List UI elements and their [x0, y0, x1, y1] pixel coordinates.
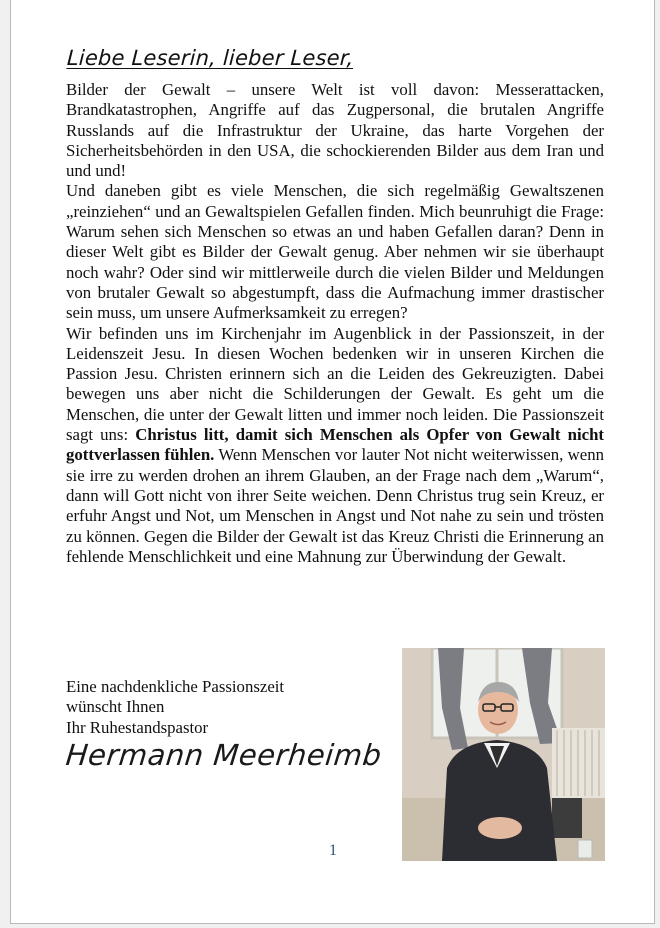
paragraph-3-start: Wir befinden uns im Kirchenjahr im Augenblick in der Passionszeit, in der Leidenszeit Jesu. In diesen Wochen bedenken wir in unseren Kirchen die Passion Jesu. Christen erinnern sich an die Leiden des Gekreuzigten. Dabei bewegen uns aber nicht die Schilderungen der Gewalt. Es geht um die Menschen, die unter der Gewalt litten und immer noch leiden. Die Passionszeit sagt uns: — [66, 323, 604, 445]
closing-line-3: Ihr Ruhestandspastor — [66, 717, 209, 737]
paragraph-3-end: Wenn Menschen vor lauter Not nicht weiterwissen, wenn sie irre zu werden drohen an ihrem Glauben, an der Frage nach dem „Warum“, dann will Gott nicht von ihrer Seite weichen. Denn Christus trug sein Kreuz, er erfuhr Angst und Not, um Menschen in Angst und Not nahe zu sein und trösten zu können. Gegen die Bilder der Gewalt ist das Kreuz Christi die Erinnerung an fehlende Menschlichkeit und eine Mahnung zur Überwindung der Gewalt. — [66, 445, 605, 566]
salutation-heading: Liebe Leserin, lieber Leser, — [66, 46, 355, 70]
handwritten-signature: Hermann Meerheimb — [64, 738, 384, 772]
letter-body — [66, 80, 604, 567]
document-page — [10, 0, 655, 924]
paragraph-2: Und daneben gibt es viele Menschen, die sich regelmäßig Gewaltszenen „reinziehen“ und an Gewaltspielen Gefallen finden. Mich beunruhigt die Frage: Warum sehen sich Menschen so etwas an und haben Gefallen daran? Denn in dieser Welt gibt es Bilder der Gewalt genug. Aber nehmen wir sie überhaupt noch wahr? Oder sind wir mittlerweile durch die vielen Bilder und Meldungen von brutaler Gewalt so abgestumpft, dass die Aufmachung immer drastischer sein muss, um unsere Aufmerksamkeit zu erregen? — [66, 181, 604, 323]
closing-line-2: wünscht Ihnen — [66, 697, 165, 717]
paragraph-3 — [66, 324, 604, 568]
paragraph-1: Bilder der Gewalt – unsere Welt ist voll davon: Messerattacken, Brandkatastrophen, Angriffe auf das Zugpersonal, die brutalen Angriffe Russlands auf die Infrastruktur der Ukraine, das harte Vorgehen der Sicherheitsbehörden in den USA, die schockierenden Bilder aus dem Iran und und und! — [66, 80, 604, 181]
paragraph-3-bold: Christus litt, damit sich Menschen als Opfer von Gewalt nicht gottverlassen fühlen. — [66, 425, 604, 465]
closing-greeting — [66, 677, 284, 738]
portrait-photo — [402, 648, 605, 861]
closing-line-1: Eine nachdenkliche Passionszeit — [66, 677, 285, 696]
page-number: 1 — [329, 842, 337, 859]
portrait-photo-icon — [402, 648, 605, 861]
